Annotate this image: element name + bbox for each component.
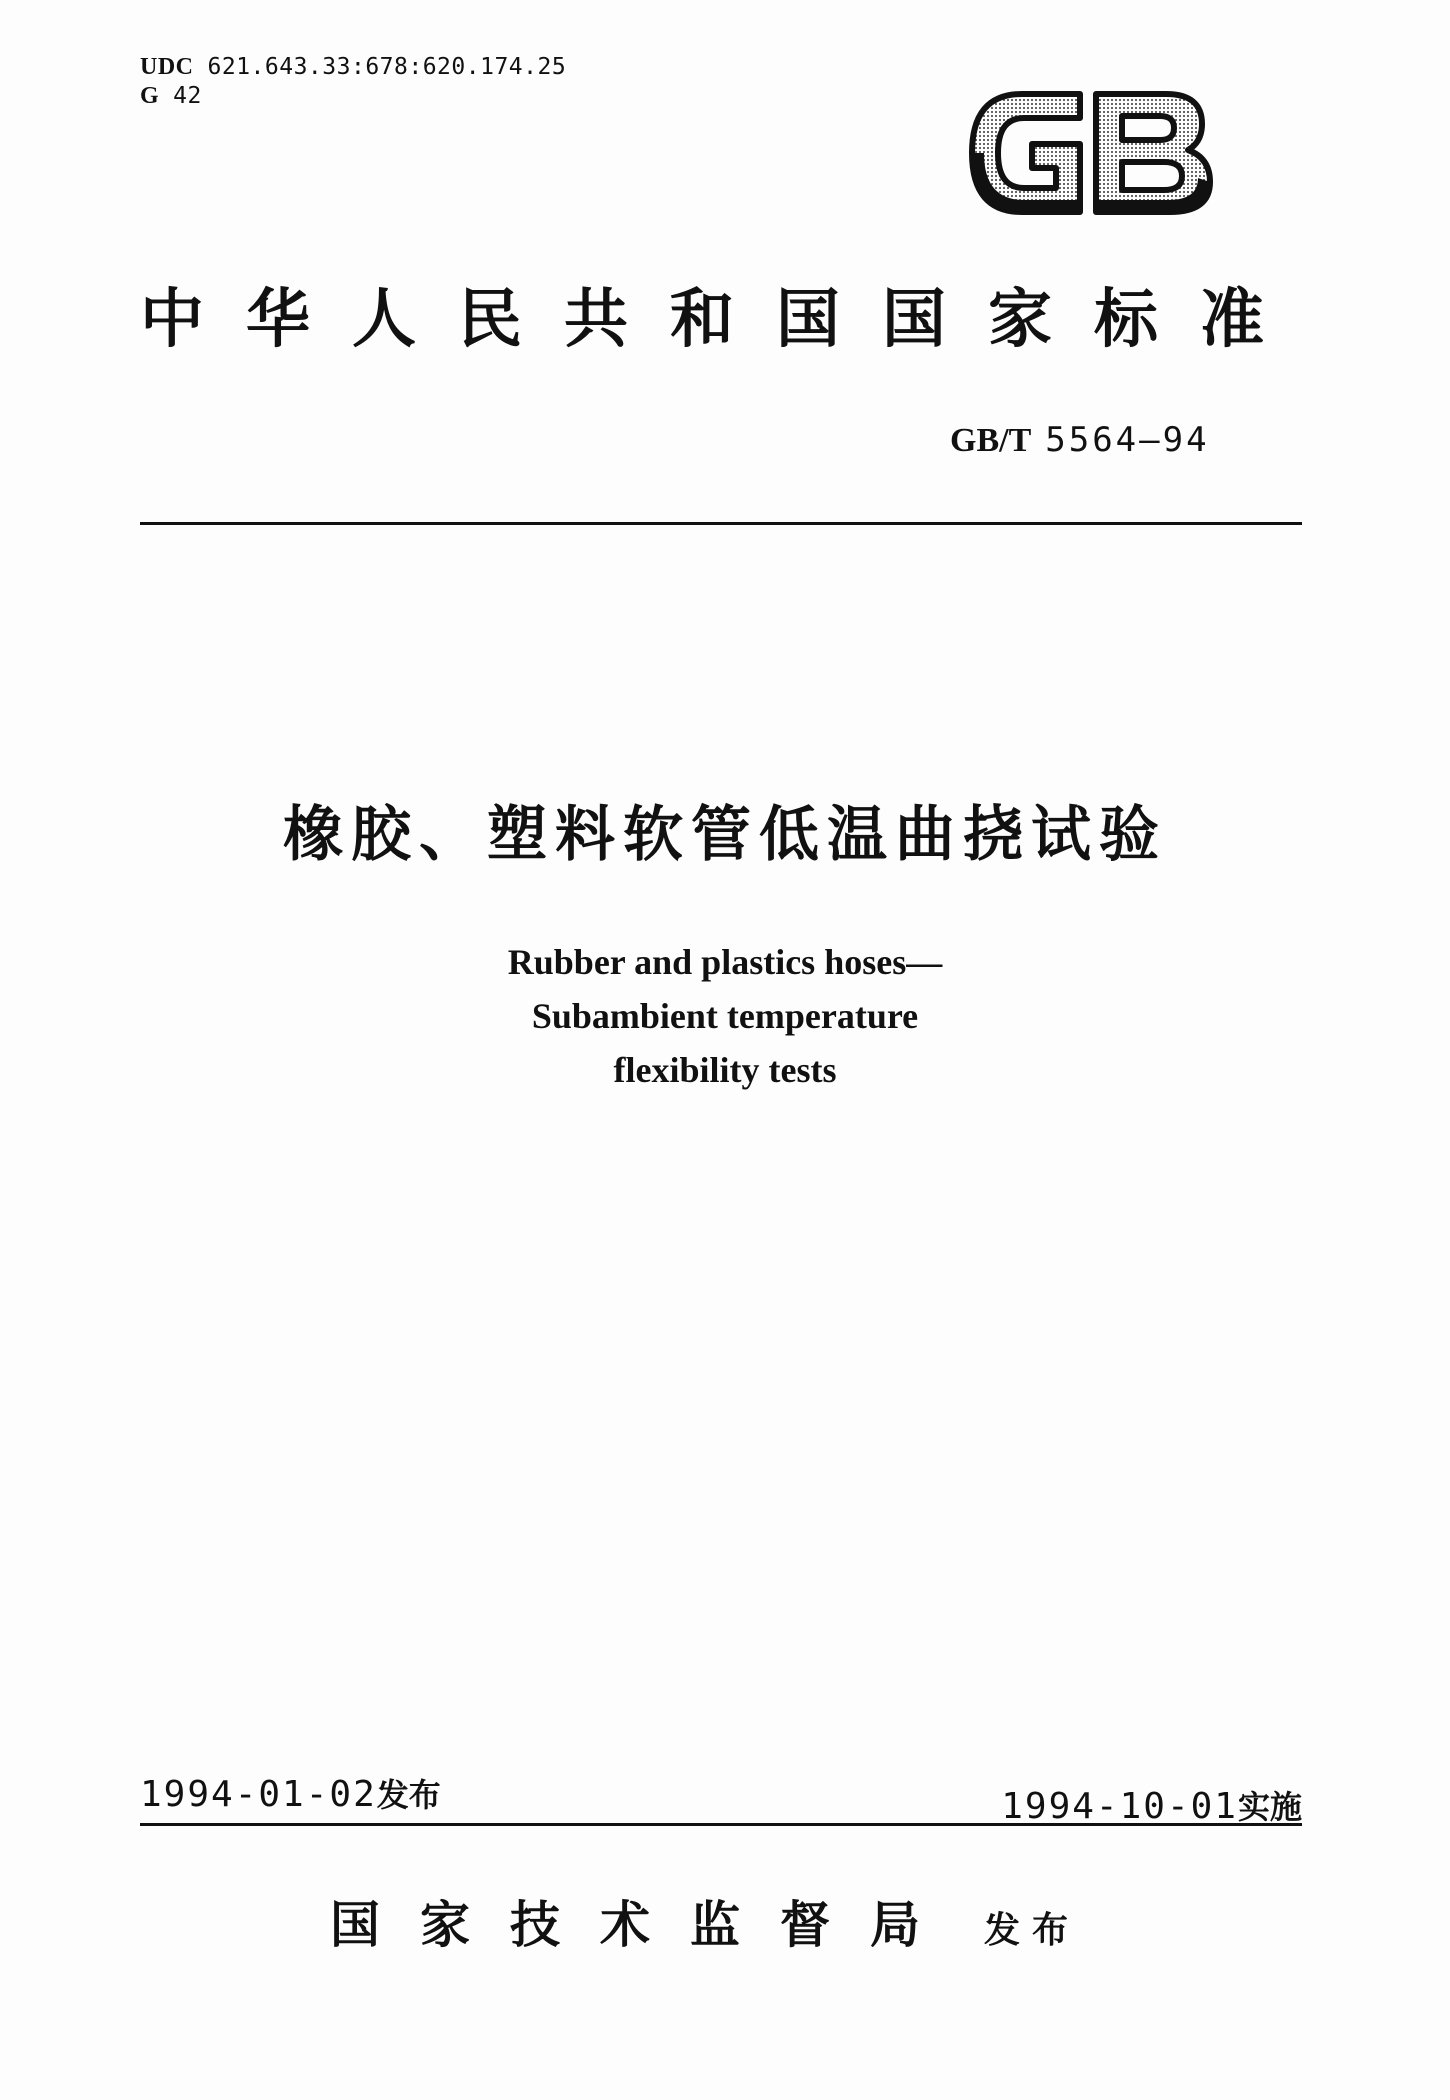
issue-date — [140, 1773, 441, 1817]
issue-date-value: 1994-01-02 — [140, 1774, 377, 1815]
title-english — [0, 935, 1450, 1097]
class-label: G — [140, 83, 160, 109]
standard-number — [950, 420, 1210, 461]
udc-label: UDC — [140, 54, 194, 80]
class-line — [140, 81, 566, 110]
effective-date-word: 实施 — [1237, 1788, 1302, 1826]
effective-date-value: 1994-10-01 — [1001, 1786, 1238, 1827]
footer-rule — [140, 1823, 1302, 1826]
title-english-line: Rubber and plastics hoses— — [507, 942, 943, 982]
title-english-line: Subambient temperature — [531, 996, 919, 1036]
title-english-line: flexibility tests — [613, 1050, 837, 1090]
standard-prefix: GB/T — [950, 422, 1032, 459]
class-value: 42 — [173, 83, 202, 109]
issue-date-word: 发布 — [376, 1776, 441, 1814]
udc-line — [140, 52, 566, 81]
publisher — [330, 1895, 1080, 1955]
publisher-organization: 国家技术监督局 — [330, 1896, 960, 1954]
title-chinese: 橡胶、塑料软管低温曲挠试验 — [283, 800, 1167, 870]
udc-value: 621.643.33:678:620.174.25 — [207, 54, 567, 80]
standard-code: 5564—94 — [1045, 420, 1210, 460]
classification-codes — [140, 52, 566, 110]
header-rule — [140, 522, 1302, 525]
gb-logo — [962, 82, 1222, 224]
publisher-action: 发布 — [984, 1910, 1081, 1951]
issuer-title: 中华人民共和国国家标准 — [140, 283, 1306, 357]
